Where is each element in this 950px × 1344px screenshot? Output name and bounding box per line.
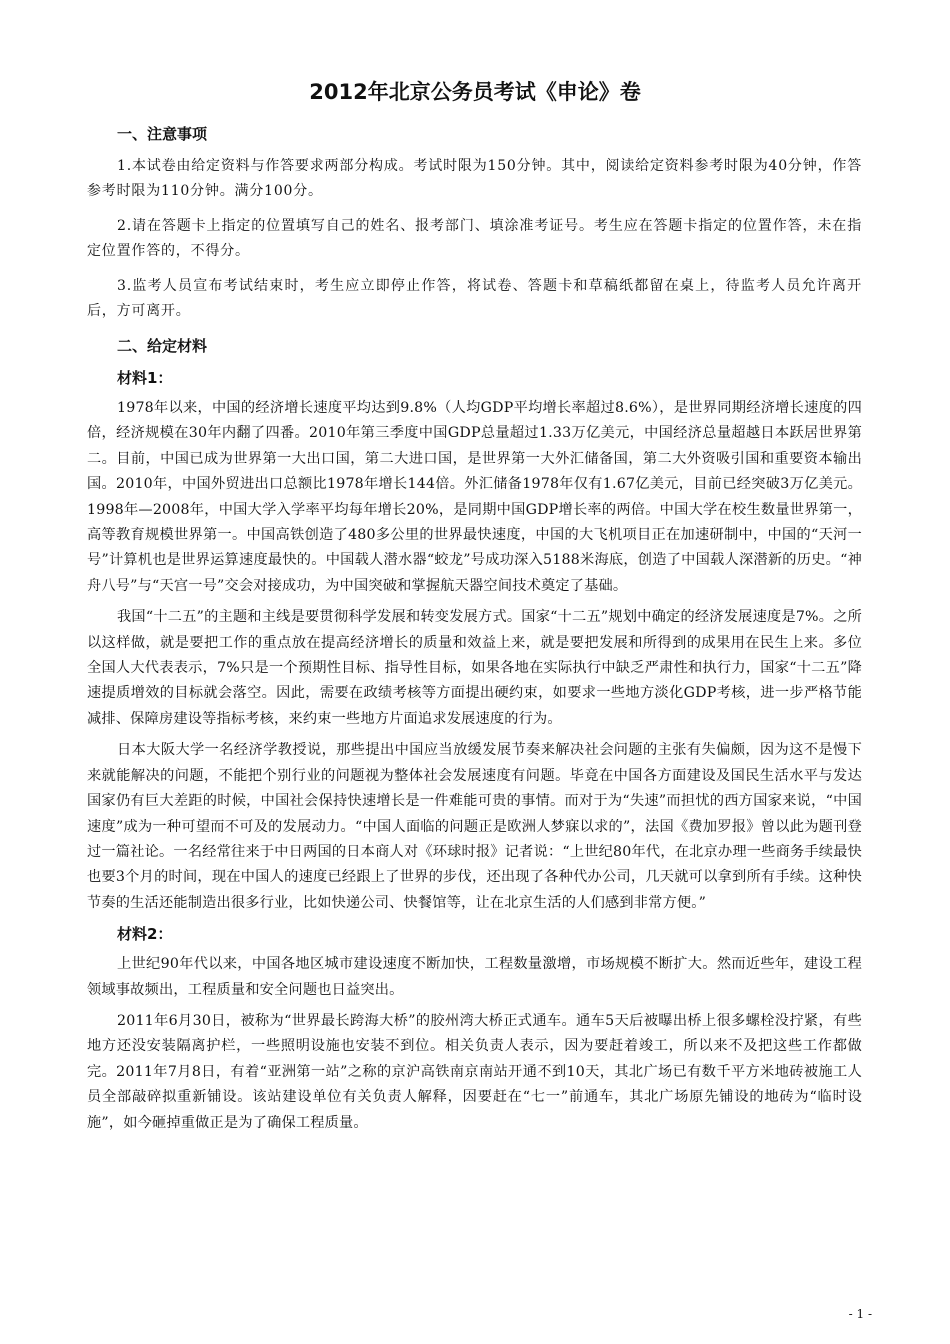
section-heading-notes: 一、注意事项 — [117, 125, 208, 143]
material-1-paragraph-3: 日本大阪大学一名经济学教授说，那些提出中国应当放缓发展节奏来解决社会问题的主张有失偏颇，因为这不是慢下来就能解决的问题，不能把个别行业的问题视为整体社会发展速度有问题。毕竟在中国各方面建设及国民生活水平与发达国家仍有巨大差距的时候，中国社会保持快速增长是一件难能可贵的事情。而对于为“失速”而担忧的西方国家来说，“中国速度”成为一种可望而不可及的发展动力。“中国人面临的问题正是欧洲人梦寐以求的”，法国《费加罗报》曾以此为题刊登过一篇社论。一名经常往来于中日两国的日本商人对《环球时报》记者说：“上世纪80年代，在北京办理一些商务手续最快也要3个月的时间，现在中国人的速度已经跟上了世界的步伐，还出现了各种代办公司，几天就可以拿到所有手续。这种快节奏的生活还能制造出很多行业，比如快递公司、快餐馆等，让在北京生活的人们感到非常方便。” — [87, 742, 862, 911]
document-title: 2012年北京公务员考试《申论》卷 — [309, 80, 641, 104]
material-1-paragraph-1: 1978年以来，中国的经济增长速度平均达到9.8%（人均GDP平均增长率超过8.6%），是世界同期经济增长速度的四倍，经济规模在30年内翻了四番。2010年第三季度中国GDP总量超过1.33万亿美元，中国经济总量超越日本跃居世界第二。目前，中国已成为世界第一大出口国，第二大进口国，是世界第一大外汇储备国，第二大外资吸引国和重要资本输出国。2010年，中国外贸进出口总额比1978年增长144倍。外汇储备1978年仅有1.67亿美元，目前已经突破3万亿美元。1998年—2008年，中国大学入学率平均每年增长20%，是同期中国GDP增长率的两倍。中国大学在校生数量世界第一，高等教育规模世界第一。中国高铁创造了480多公里的世界最快速度，中国的大飞机项目正在加速研制中，中国的“天河一号”计算机也是世界运算速度最快的。中国载人潜水器“蛟龙”号成功深入5188米海底，创造了中国载人深潜新的历史。“神舟八号”与“天宫一号”交会对接成功，为中国突破和掌握航天器空间技术奠定了基础。 — [87, 400, 862, 594]
note-item-3: 3.监考人员宣布考试结束时，考生应立即停止作答，将试卷、答题卡和草稿纸都留在桌上，待监考人员允许离开后，方可离开。 — [87, 278, 862, 319]
material-2-paragraph-2: 2011年6月30日，被称为“世界最长跨海大桥”的胶州湾大桥正式通车。通车5天后被曝出桥上很多螺栓没拧紧，有些地方还没安装隔离护栏，一些照明设施也安装不到位。相关负责人表示，因为要赶着竣工，所以来不及把这些工作都做完。2011年7月8日，有着“亚洲第一站”之称的京沪高铁南京南站开通不到10天，其北广场已有数千平方米地砖被施工人员全部敲碎拟重新铺设。该站建设单位有关负责人解释，因要赶在“七一”前通车，其北广场原先铺设的地砖为“临时设施”，如今砸掉重做正是为了确保工程质量。 — [87, 1012, 862, 1131]
page-number: - 1 - — [848, 1307, 872, 1321]
material-1-paragraph-2: 我国“十二五”的主题和主线是要贯彻科学发展和转变发展方式。国家“十二五”规划中确定的经济发展速度是7%。之所以这样做，就是要把工作的重点放在提高经济增长的质量和效益上来，就是要把发展和所得到的成果用在民生上来。多位全国人大代表表示，7%只是一个预期性目标、指导性目标，如果各地在实际执行中缺乏严肃性和执行力，国家“十二五”降速提质增效的目标就会落空。因此，需要在政绩考核等方面提出硬约束，如要求一些地方淡化GDP考核，进一步严格节能减排、保障房建设等指标考核，来约束一些地方片面追求发展速度的行为。 — [87, 609, 862, 727]
material-2-label: 材料2： — [117, 925, 173, 944]
note-item-2: 2.请在答题卡上指定的位置填写自己的姓名、报考部门、填涂准考证号。考生应在答题卡指定的位置作答，未在指定位置作答的，不得分。 — [87, 218, 862, 259]
material-1-label: 材料1： — [117, 369, 173, 387]
material-2-paragraph-1: 上世纪90年代以来，中国各地区城市建设速度不断加快，工程数量激增，市场规模不断扩大。然而近些年，建设工程领域事故频出，工程质量和安全问题也日益突出。 — [87, 956, 862, 998]
document-body — [87, 122, 862, 1142]
note-item-1: 1.本试卷由给定资料与作答要求两部分构成。考试时限为150分钟。其中，阅读给定资料参考时限为40分钟，作答参考时限为110分钟。满分100分。 — [87, 158, 862, 199]
section-heading-materials: 二、给定材料 — [117, 337, 208, 355]
